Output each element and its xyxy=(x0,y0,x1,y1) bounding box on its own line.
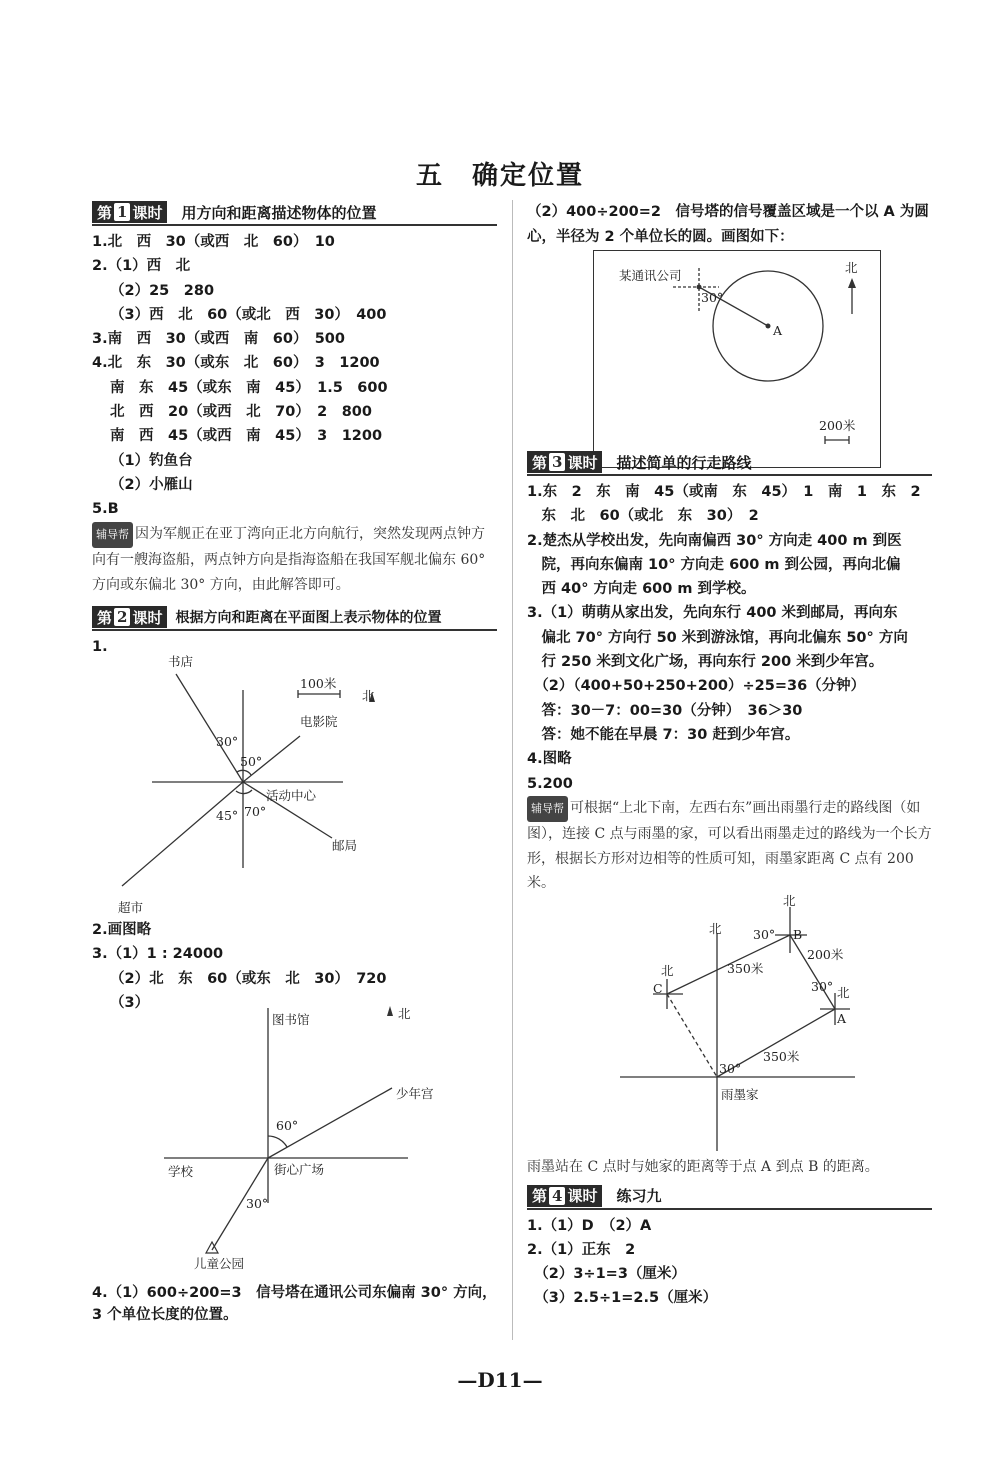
answer-line: 南 东 45（或东 南 45） 1.5 600 xyxy=(110,379,388,396)
column-divider xyxy=(512,200,513,1340)
label-scale: 100米 xyxy=(300,676,337,691)
hint-badge: 辅导帮 xyxy=(92,522,133,549)
label-north: 北 xyxy=(661,963,674,978)
answer-line: 1. xyxy=(92,639,108,656)
answer-line: （2）25 280 xyxy=(110,282,215,299)
lesson-title: 描述简单的行走路线 xyxy=(616,453,752,472)
answer-line: （2）小雁山 xyxy=(110,476,193,493)
label-a: A xyxy=(837,1011,847,1026)
label-angle: 45° xyxy=(216,808,239,823)
badge-prefix: 第 xyxy=(97,608,113,627)
answer-line: 2.楚杰从学校出发，先向南偏西 30° 方向走 400 m 到医 xyxy=(527,532,902,549)
answer-line: 行 250 米到文化广场，再向东行 200 米到少年宫。 xyxy=(527,654,884,671)
answer-line: 偏北 70° 方向行 50 米到游泳馆，再向北偏东 50° 方向 xyxy=(527,629,908,646)
label-cinema: 电影院 xyxy=(300,714,338,729)
label-north: 北 xyxy=(709,921,722,936)
lesson-badge xyxy=(92,201,167,223)
answer-line: （1）钓鱼台 xyxy=(110,452,193,469)
answer-line: 南 西 45（或西 南 45） 3 1200 xyxy=(110,428,383,445)
lesson-badge xyxy=(527,451,602,473)
answer-line: （2）（400+50+250+200）÷25=36（分钟） xyxy=(527,678,866,695)
label-activity: 活动中心 xyxy=(266,788,317,803)
ray-market xyxy=(122,782,243,886)
answer-line: （3）西 北 60（或北 西 30） 400 xyxy=(110,306,387,323)
badge-suffix: 课时 xyxy=(567,453,598,472)
answer-line: 北 西 20（或西 北 70） 2 800 xyxy=(110,404,372,421)
label-angle: 60° xyxy=(276,1118,299,1133)
label-school: 学校 xyxy=(168,1164,194,1179)
answer-line: （2）3÷1=3（厘米） xyxy=(527,1266,686,1283)
company-point xyxy=(697,285,702,290)
label-distance: 350米 xyxy=(763,1049,800,1064)
hint-paragraph xyxy=(527,796,932,896)
coverage-figure xyxy=(593,250,881,468)
lesson-2-header xyxy=(92,605,497,631)
label-north: 北 xyxy=(398,1006,411,1021)
north-arrow-icon xyxy=(848,278,856,288)
answer-line: 5.200 xyxy=(527,775,573,792)
label-angle: 30° xyxy=(701,290,724,305)
label-c: C xyxy=(653,981,663,996)
badge-prefix: 第 xyxy=(532,1187,548,1205)
answer-line: （3）2.5÷1=2.5（厘米） xyxy=(527,1290,718,1307)
left-q4 xyxy=(92,1282,497,1326)
answer-line: 1.东 2 东 南 45（或南 东 45） 1 南 1 东 2 xyxy=(527,484,921,500)
label-angle: 50° xyxy=(240,754,263,769)
answer-line: 答：30－7：00=30（分钟） 36＞30 xyxy=(527,702,803,719)
label-market: 超市 xyxy=(118,900,144,915)
label-bookstore: 书店 xyxy=(168,654,194,669)
label-home: 雨墨家 xyxy=(721,1087,759,1102)
badge-suffix: 课时 xyxy=(132,203,163,222)
answer-line: 1.（1）D （2）A xyxy=(527,1217,652,1234)
ray-bookstore xyxy=(176,674,243,782)
lesson-4-header xyxy=(527,1184,932,1210)
route-diagram xyxy=(615,893,875,1153)
label-a: A xyxy=(773,323,783,338)
label-post: 邮局 xyxy=(332,838,358,853)
answer-line: 西 40° 方向走 600 m 到学校。 xyxy=(527,581,756,598)
note-text: 雨墨站在 C 点时与她家的距离等于点 A 到点 B 的距离。 xyxy=(527,1159,879,1175)
badge-num: 2 xyxy=(114,608,130,626)
page-title: 五 确定位置 xyxy=(415,161,584,191)
answer-line: 院，再向东偏南 10° 方向走 600 m 到公园，再向北偏 xyxy=(527,556,901,573)
label-angle: 30° xyxy=(246,1196,269,1211)
label-angle: 30° xyxy=(811,979,834,994)
label-park: 儿童公园 xyxy=(194,1256,245,1271)
label-library: 图书馆 xyxy=(272,1012,310,1027)
left-column xyxy=(92,200,497,659)
right-lessons xyxy=(527,450,932,896)
label-north: 北 xyxy=(845,260,858,275)
answer-line: 1.北 西 30（或西 北 60） 10 xyxy=(92,234,335,250)
answer-line: （3） xyxy=(110,994,150,1011)
label-scale: 200米 xyxy=(819,418,856,433)
lesson-title: 用方向和距离描述物体的位置 xyxy=(181,203,377,222)
label-north: 北 xyxy=(837,985,850,1000)
answer-line: （2）北 东 60（或东 北 30） 720 xyxy=(110,970,387,987)
lesson-badge xyxy=(527,1185,602,1207)
answer-line: 3.（1）1 : 24000 xyxy=(92,946,224,963)
north-arrow-icon xyxy=(387,1006,393,1016)
right-column xyxy=(527,200,932,250)
point-a xyxy=(766,324,771,329)
label-angle: 30° xyxy=(216,734,239,749)
answer-line: 5.B xyxy=(92,501,119,518)
answer-line: 2.画图略 xyxy=(92,922,152,938)
badge-num: 3 xyxy=(549,453,565,471)
answer-line: 东 北 60（或北 东 30） 2 xyxy=(527,508,759,525)
lesson-badge xyxy=(92,606,167,628)
lesson-1-header xyxy=(92,200,497,226)
label-plaza: 街心广场 xyxy=(274,1162,325,1177)
hint-paragraph xyxy=(92,522,497,598)
hint-badge: 辅导帮 xyxy=(527,796,568,823)
lesson-title: 练习九 xyxy=(616,1187,662,1205)
answer-line: （2）400÷200=2 信号塔的信号覆盖区域是一个以 A 为圆心，半径为 2 个单位长的圆。画图如下： xyxy=(527,204,929,245)
label-north: 北 xyxy=(362,688,375,703)
right-tail xyxy=(527,1155,932,1311)
answer-line: 答：她不能在早晨 7：30 赶到少年宫。 xyxy=(527,726,800,743)
direction-diagram-2 xyxy=(160,998,434,1278)
label-distance: 350米 xyxy=(727,961,764,976)
answer-line: 4.（1）600÷200=3 信号塔在通讯公司东偏南 30° 方向，3 个单位长度的位置。 xyxy=(92,1285,497,1323)
path-c-home xyxy=(667,994,717,1077)
angle-arc xyxy=(237,770,251,775)
hint-text: 因为军舰正在亚丁湾向正北方向航行，突然发现两点钟方向有一艘海盗船，两点钟方向是指海盗船在我国军舰北偏东 60° 方向或东偏北 30° 方向，由此解答即可。 xyxy=(92,525,486,593)
label-angle: 70° xyxy=(244,804,267,819)
label-angle: 30° xyxy=(753,927,776,942)
direction-diagram-1 xyxy=(118,650,375,915)
badge-num: 1 xyxy=(114,203,130,221)
label-b: B xyxy=(793,927,803,942)
badge-suffix: 课时 xyxy=(567,1187,598,1205)
page-number: —D11— xyxy=(457,1368,543,1392)
label-youth-palace: 少年宫 xyxy=(396,1086,434,1101)
answer-line: 4.图略 xyxy=(527,751,572,768)
lesson-title: 根据方向和距离在平面图上表示物体的位置 xyxy=(175,610,442,627)
label-distance: 200米 xyxy=(807,947,844,962)
label-company: 某通讯公司 xyxy=(619,268,682,283)
badge-num: 4 xyxy=(549,1187,565,1205)
hint-text: 可根据“上北下南，左西右东”画出雨墨行走的路线图（如图），连接 C 点与雨墨的家，可以看出雨墨走过的路线为一个长方形，根据长方形对边相等的性质可知，雨墨家距离 C 点有 200 米。 xyxy=(527,799,932,892)
answer-line: 3.南 西 30（或西 南 60） 500 xyxy=(92,331,345,348)
answer-line: 2.（1）正东 2 xyxy=(527,1241,636,1258)
badge-prefix: 第 xyxy=(97,203,113,222)
angle-arc xyxy=(236,790,252,794)
badge-suffix: 课时 xyxy=(132,608,163,627)
badge-prefix: 第 xyxy=(532,453,548,472)
label-north: 北 xyxy=(783,893,796,908)
answer-line: 4.北 东 30（或东 北 60） 3 1200 xyxy=(92,355,380,372)
lesson-3-header xyxy=(527,450,932,476)
angle-arc xyxy=(268,1136,287,1147)
answer-line: 2.（1）西 北 xyxy=(92,258,191,275)
answer-line: 3.（1）萌萌从家出发，先向东行 400 米到邮局，再向东 xyxy=(527,605,898,622)
label-angle: 30° xyxy=(719,1061,742,1076)
